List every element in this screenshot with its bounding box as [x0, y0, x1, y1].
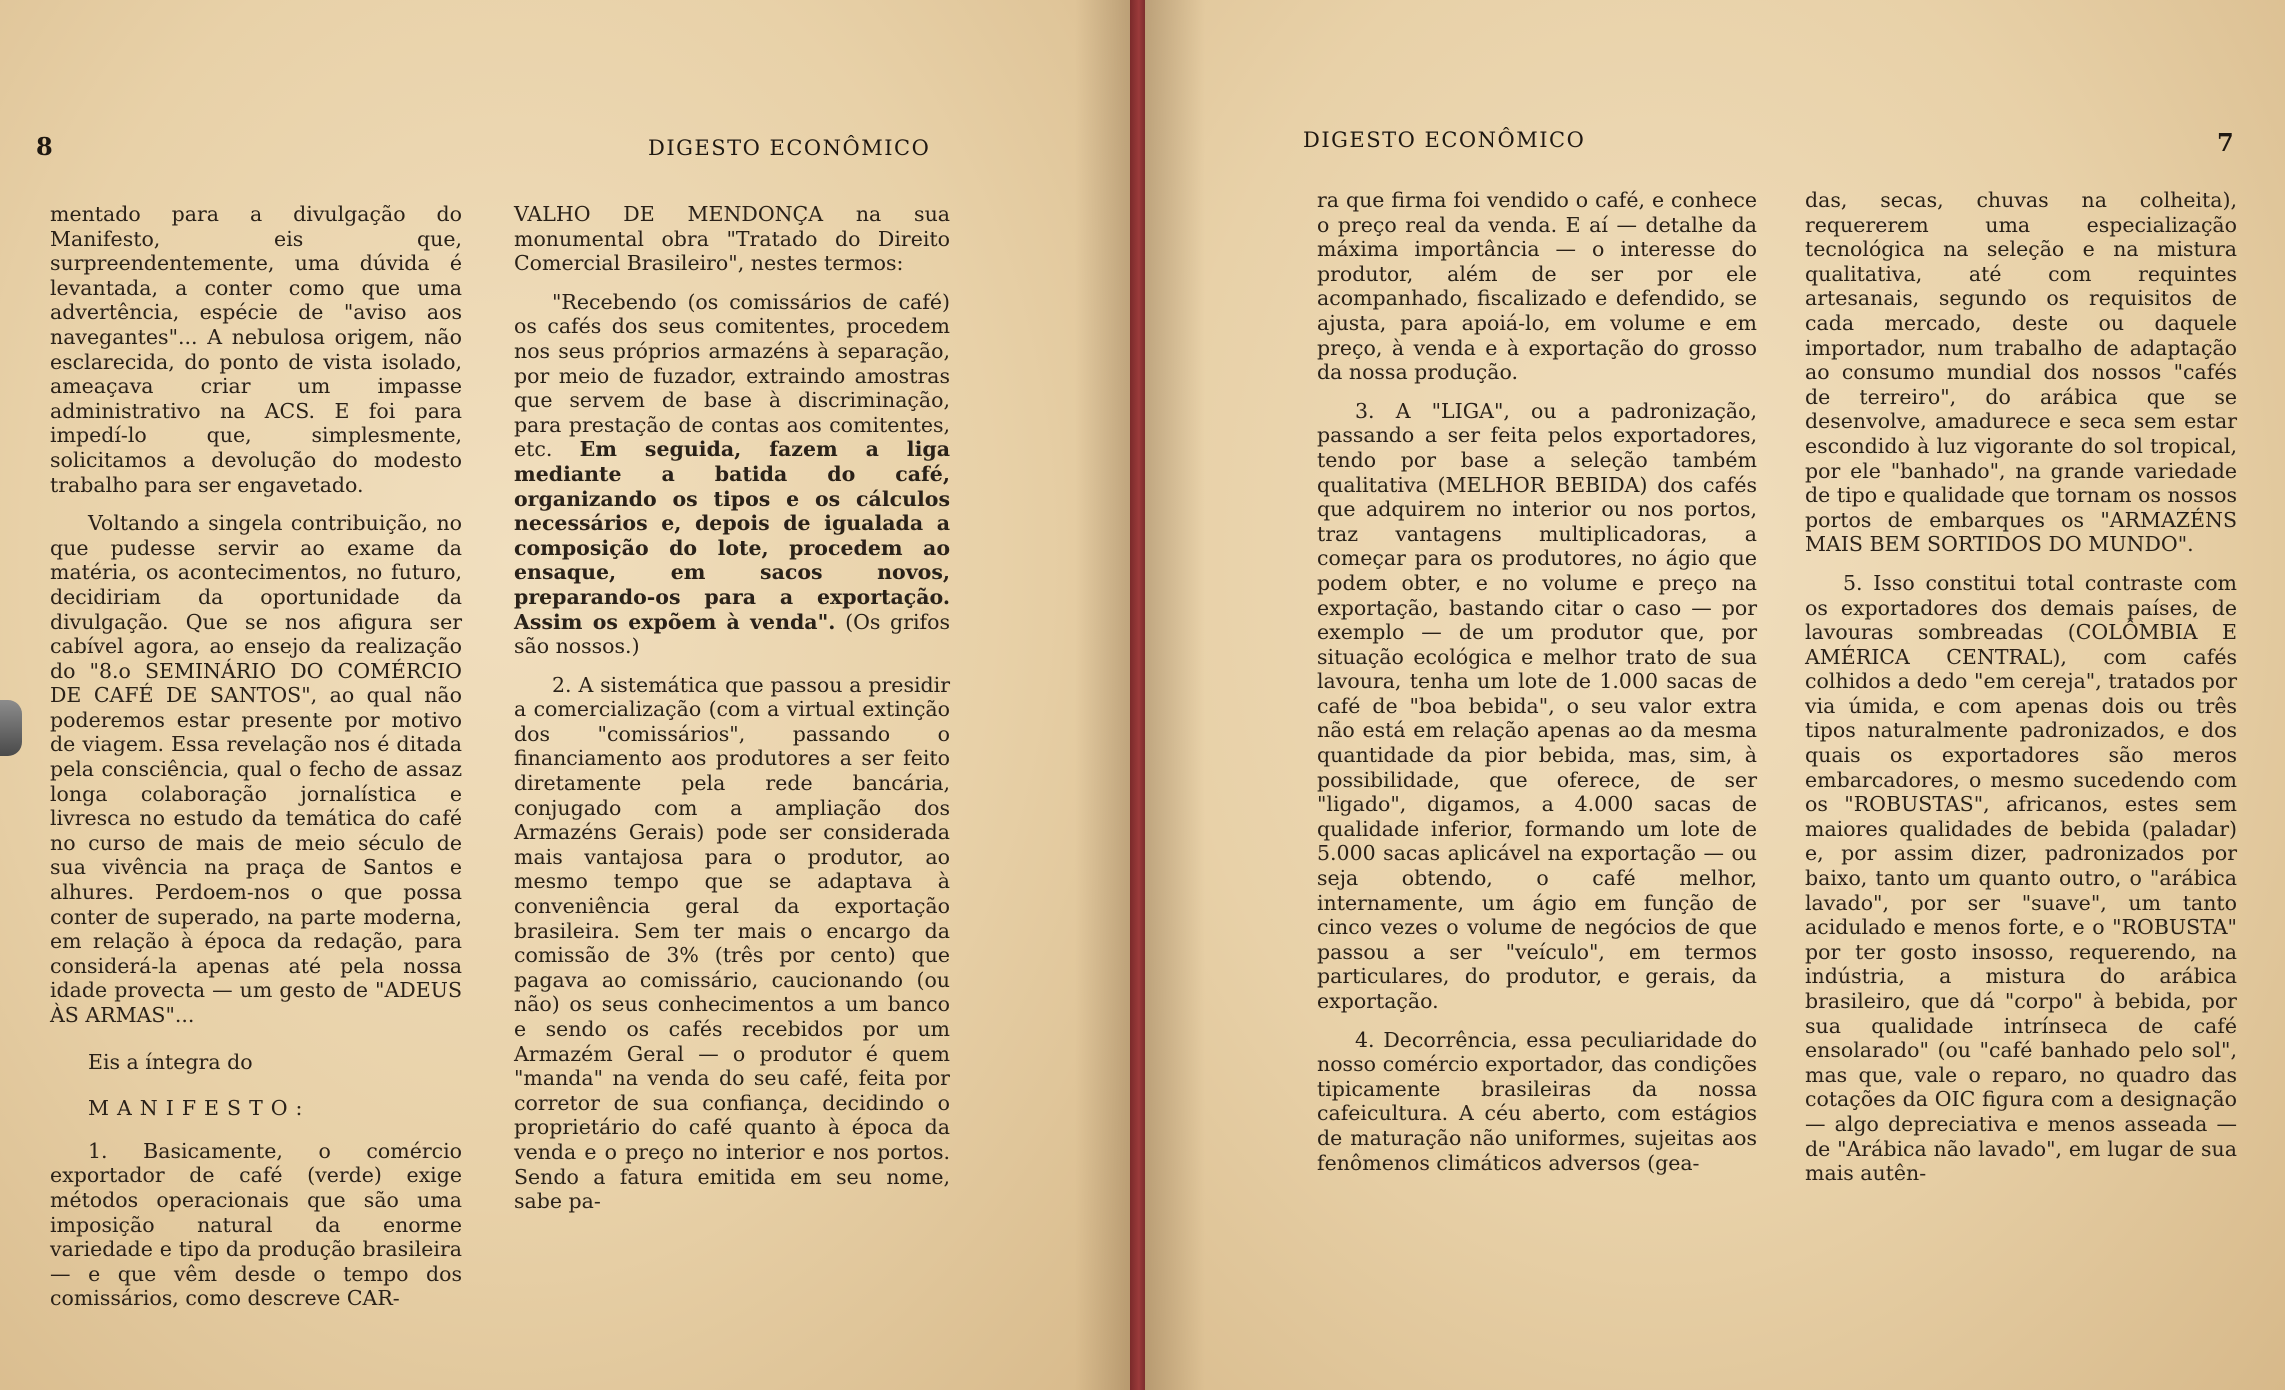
quote-emphasis: Em seguida, fazem a liga mediante a batida do café, organizando os tipos e os cálculos necessários e, depois de igualada a composição do lote, procedem ao ensaque, em sacos novos, preparando-os para a exportação. Assim os expõem à venda".: [514, 437, 950, 634]
quotation: [514, 290, 950, 659]
gutter-shadow: [1075, 0, 1135, 1390]
quote-note: (Os grifos são nossos.): [514, 609, 950, 659]
paragraph: ra que firma foi vendido o café, e conhece o preço real da venda. E aí — detalhe da máxima importância — o interesse do produtor, além de ser por ele acompanhado, fiscalizado e defendido, se ajusta, para apoiá-lo, em volume e em preço, à venda e à exportação do grosso da nossa produção.: [1317, 188, 1757, 385]
paragraph: Voltando a singela contribuição, no que pudesse servir ao exame da matéria, os acontecimentos, no futuro, decidiriam da oportunidade da divulgação. Que se nos afigura ser cabível agora, ao ensejo da realização do "8.o SEMINÁRIO DO COMÉRCIO DE CAFÉ DE SANTOS", ao qual não poderemos estar presente por motivo de viagem. Essa revelação nos é ditada pela consciência, qual o fecho de assaz longa colaboração jornalística e livresca no estudo da temática do café no curso de mais de meio século de sua vivência na praça de Santos e alhures. Perdoem-nos o que possa conter de superado, na parte moderna, em relação à época da redação, para considerá-la apenas até pela nossa idade provecta — um gesto de "ADEUS ÀS ARMAS"...: [50, 511, 462, 1027]
right-column-2: [1805, 188, 2237, 1200]
right-column-1: [1317, 188, 1757, 1189]
paragraph: 3. A "LIGA", ou a padronização, passando a ser feita pelos exportadores, tendo por base a seleção também qualitativa (MELHOR BEBIDA) dos cafés que adquirem no interior ou nos portos, traz vantagens multiplicadoras, a começar para os produtores, no ágio que podem obter, e no volume e preço na exportação, bastando citar o caso — por exemplo — de um produtor que, por situação ecológica e melhor trato de sua lavoura, tenha um lote de 1.000 sacas de café de "boa bebida", o seu valor extra não está em relação apenas ao da mesma quantidade da pior bebida, mas, sim, à possibilidade, que oferece, de ser "ligado", digamos, a 4.000 sacas de qualidade inferior, formando um lote de 5.000 sacas aplicável na exportação — ou seja obtendo, o café melhor, internamente, um ágio em função de cinco vezes o volume de negócios de que passou a ser "veículo", em termos particulares, do produtor, e gerais, da exportação.: [1317, 398, 1757, 1013]
paragraph: mentado para a divulgação do Manifesto, eis que, surpreendentemente, uma dúvida é levantada, a conter como que uma advertência, espécie de "aviso aos navegantes"... A nebulosa origem, não esclarecida, do ponto de vista isolado, ameaçava criar um impasse administrativo na ACS. E foi para impedí-lo que, simplesmente, solicitamos a devolução do modesto trabalho para ser engavetado.: [50, 202, 462, 497]
left-column-1: [50, 202, 462, 1325]
paragraph: Eis a íntegra do: [88, 1049, 253, 1074]
paragraph: 1. Basicamente, o comércio exportador de café (verde) exige métodos operacionais que são uma imposição natural da enorme variedade e tipo da produção brasileira — e que vêm desde o tempo dos comissários, como descreve CAR-: [50, 1138, 462, 1311]
paragraph: VALHO DE MENDONÇA na sua monumental obra "Tratado do Direito Comercial Brasileiro", nestes termos:: [514, 202, 950, 276]
right-page: [1145, 0, 2285, 1390]
left-page: [0, 0, 1137, 1390]
right-page-number: 7: [2217, 128, 2234, 157]
paragraph: 2. A sistemática que passou a presidir a comercialização (com a virtual extinção dos "comissários", passando o financiamento aos produtores a ser feito diretamente pela rede bancária, conjugado com a ampliação dos Armazéns Gerais) pode ser considerada mais vantajosa para o produtor, ao mesmo tempo que se adaptava à conveniência geral da exportação brasileira. Sem ter mais o encargo da comissão de 3% (três por cento) que pagava ao comissário, caucionando (ou não) os seus conhecimentos a um banco e sendo os cafés recebidos por um Armazém Geral — o produtor é quem "manda" na venda do seu café, feita por corretor de sua confiança, decidindo o proprietário do café quanto à época da venda e o preço no interior e nos portos. Sendo a fatura emitida em seu nome, sabe pa-: [514, 672, 950, 1214]
manifesto-heading: MANIFESTO:: [88, 1096, 311, 1121]
left-column-2: [514, 202, 950, 1228]
quote-text: "Recebendo (os comissários de café) os cafés dos seus comitentes, procedem nos seus próprios armazéns à separação, por meio de fuzador, extraindo amostras que servem de base à discriminação, para prestação de contas aos comitentes, etc.: [514, 289, 950, 462]
right-running-header: DIGESTO ECONÔMICO: [1303, 128, 1586, 152]
paragraph: das, secas, chuvas na colheita), requererem uma especialização tecnológica na seleção e na mistura qualitativa, até com requintes artesanais, segundo os requisitos de cada mercado, deste ou daquele importador, num trabalho de adaptação ao consumo mundial dos nossos "cafés de terreiro", do arábica que se desenvolve, amadurece e seca sem estar escondido à luz vigorante do sol tropical, por ele "banhado", na grande variedade de tipo e qualidade que tornam os nossos portos de embarques os "ARMAZÉNS MAIS BEM SORTIDOS DO MUNDO".: [1805, 188, 2237, 557]
paragraph: 4. Decorrência, essa peculiaridade do nosso comércio exportador, das condições tipicamente brasileiras da nossa cafeicultura. A céu aberto, com estágios de maturação não uniformes, sujeitas aos fenômenos climáticos adversos (gea-: [1317, 1027, 1757, 1175]
gutter-shadow: [1145, 0, 1205, 1390]
binder-clip: [0, 700, 22, 756]
paragraph: 5. Isso constitui total contraste com os exportadores dos demais países, de lavouras sombreadas (COLÔMBIA E AMÉRICA CENTRAL), com cafés colhidos a dedo "em cereja", tratados por via úmida, e com apenas dois ou três tipos naturalmente padronizados, e dos quais os exportadores são meros embarcadores, o mesmo sucedendo com os "ROBUSTAS", africanos, estes sem maiores qualidades de bebida (paladar) e, por assim dizer, padronizados por baixo, tanto um quanto outro, o "arábica lavado", por ser "suave", um tanto acidulado e menos forte, e o "ROBUSTA" por ter gosto insosso, requerendo, na indústria, a mistura do arábica brasileiro, que dá "corpo" à bebida, por sua qualidade intrínseca de café ensolarado" (ou "café banhado pelo sol", mas que, vale o reparo, no quadro das cotações da OIC figura com a designação — algo depreciativa e menos asseada — de "Arábica não lavado", em lugar de sua mais autên-: [1805, 570, 2237, 1186]
left-page-number: 8: [36, 132, 53, 161]
left-running-header: DIGESTO ECONÔMICO: [648, 136, 931, 160]
